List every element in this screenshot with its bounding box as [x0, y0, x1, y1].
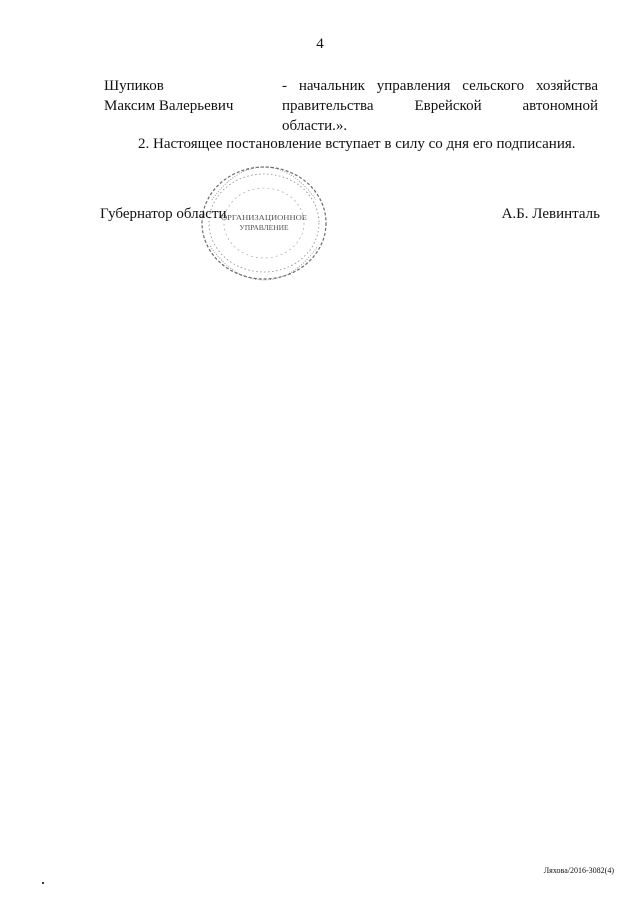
position-word: хозяйства	[535, 78, 598, 94]
effective-date-clause: 2. Настоящее постановление вступает в силу со дня его подписания.	[138, 136, 576, 152]
position-line	[282, 76, 598, 96]
position-word: -	[282, 78, 287, 94]
position-line	[282, 116, 598, 136]
position-word: начальник	[298, 78, 365, 94]
position-word: сельского	[462, 78, 525, 94]
svg-text:УПРАВЛЕНИЕ: УПРАВЛЕНИЕ	[239, 223, 289, 232]
signature-title: Губернатор области	[100, 206, 227, 222]
position-word: области.».	[282, 118, 348, 134]
member-position	[282, 76, 598, 136]
position-word: правительства	[282, 98, 374, 114]
svg-text:ОРГАНИЗАЦИОННОЕ: ОРГАНИЗАЦИОННОЕ	[221, 213, 308, 222]
member-surname: Шупиков	[104, 78, 164, 94]
position-line	[282, 96, 598, 116]
member-given-names: Максим Валерьевич	[104, 98, 234, 114]
position-word: Еврейской	[414, 98, 482, 114]
footer-reference: Ляхова/2016-3082(4)	[543, 866, 614, 875]
scan-artifact-dot	[42, 882, 44, 884]
member-name	[104, 76, 233, 116]
signature-name: А.Б. Левинталь	[501, 206, 600, 222]
position-word: управления	[376, 78, 451, 94]
page-number: 4	[316, 36, 324, 52]
position-word: автономной	[522, 98, 598, 114]
